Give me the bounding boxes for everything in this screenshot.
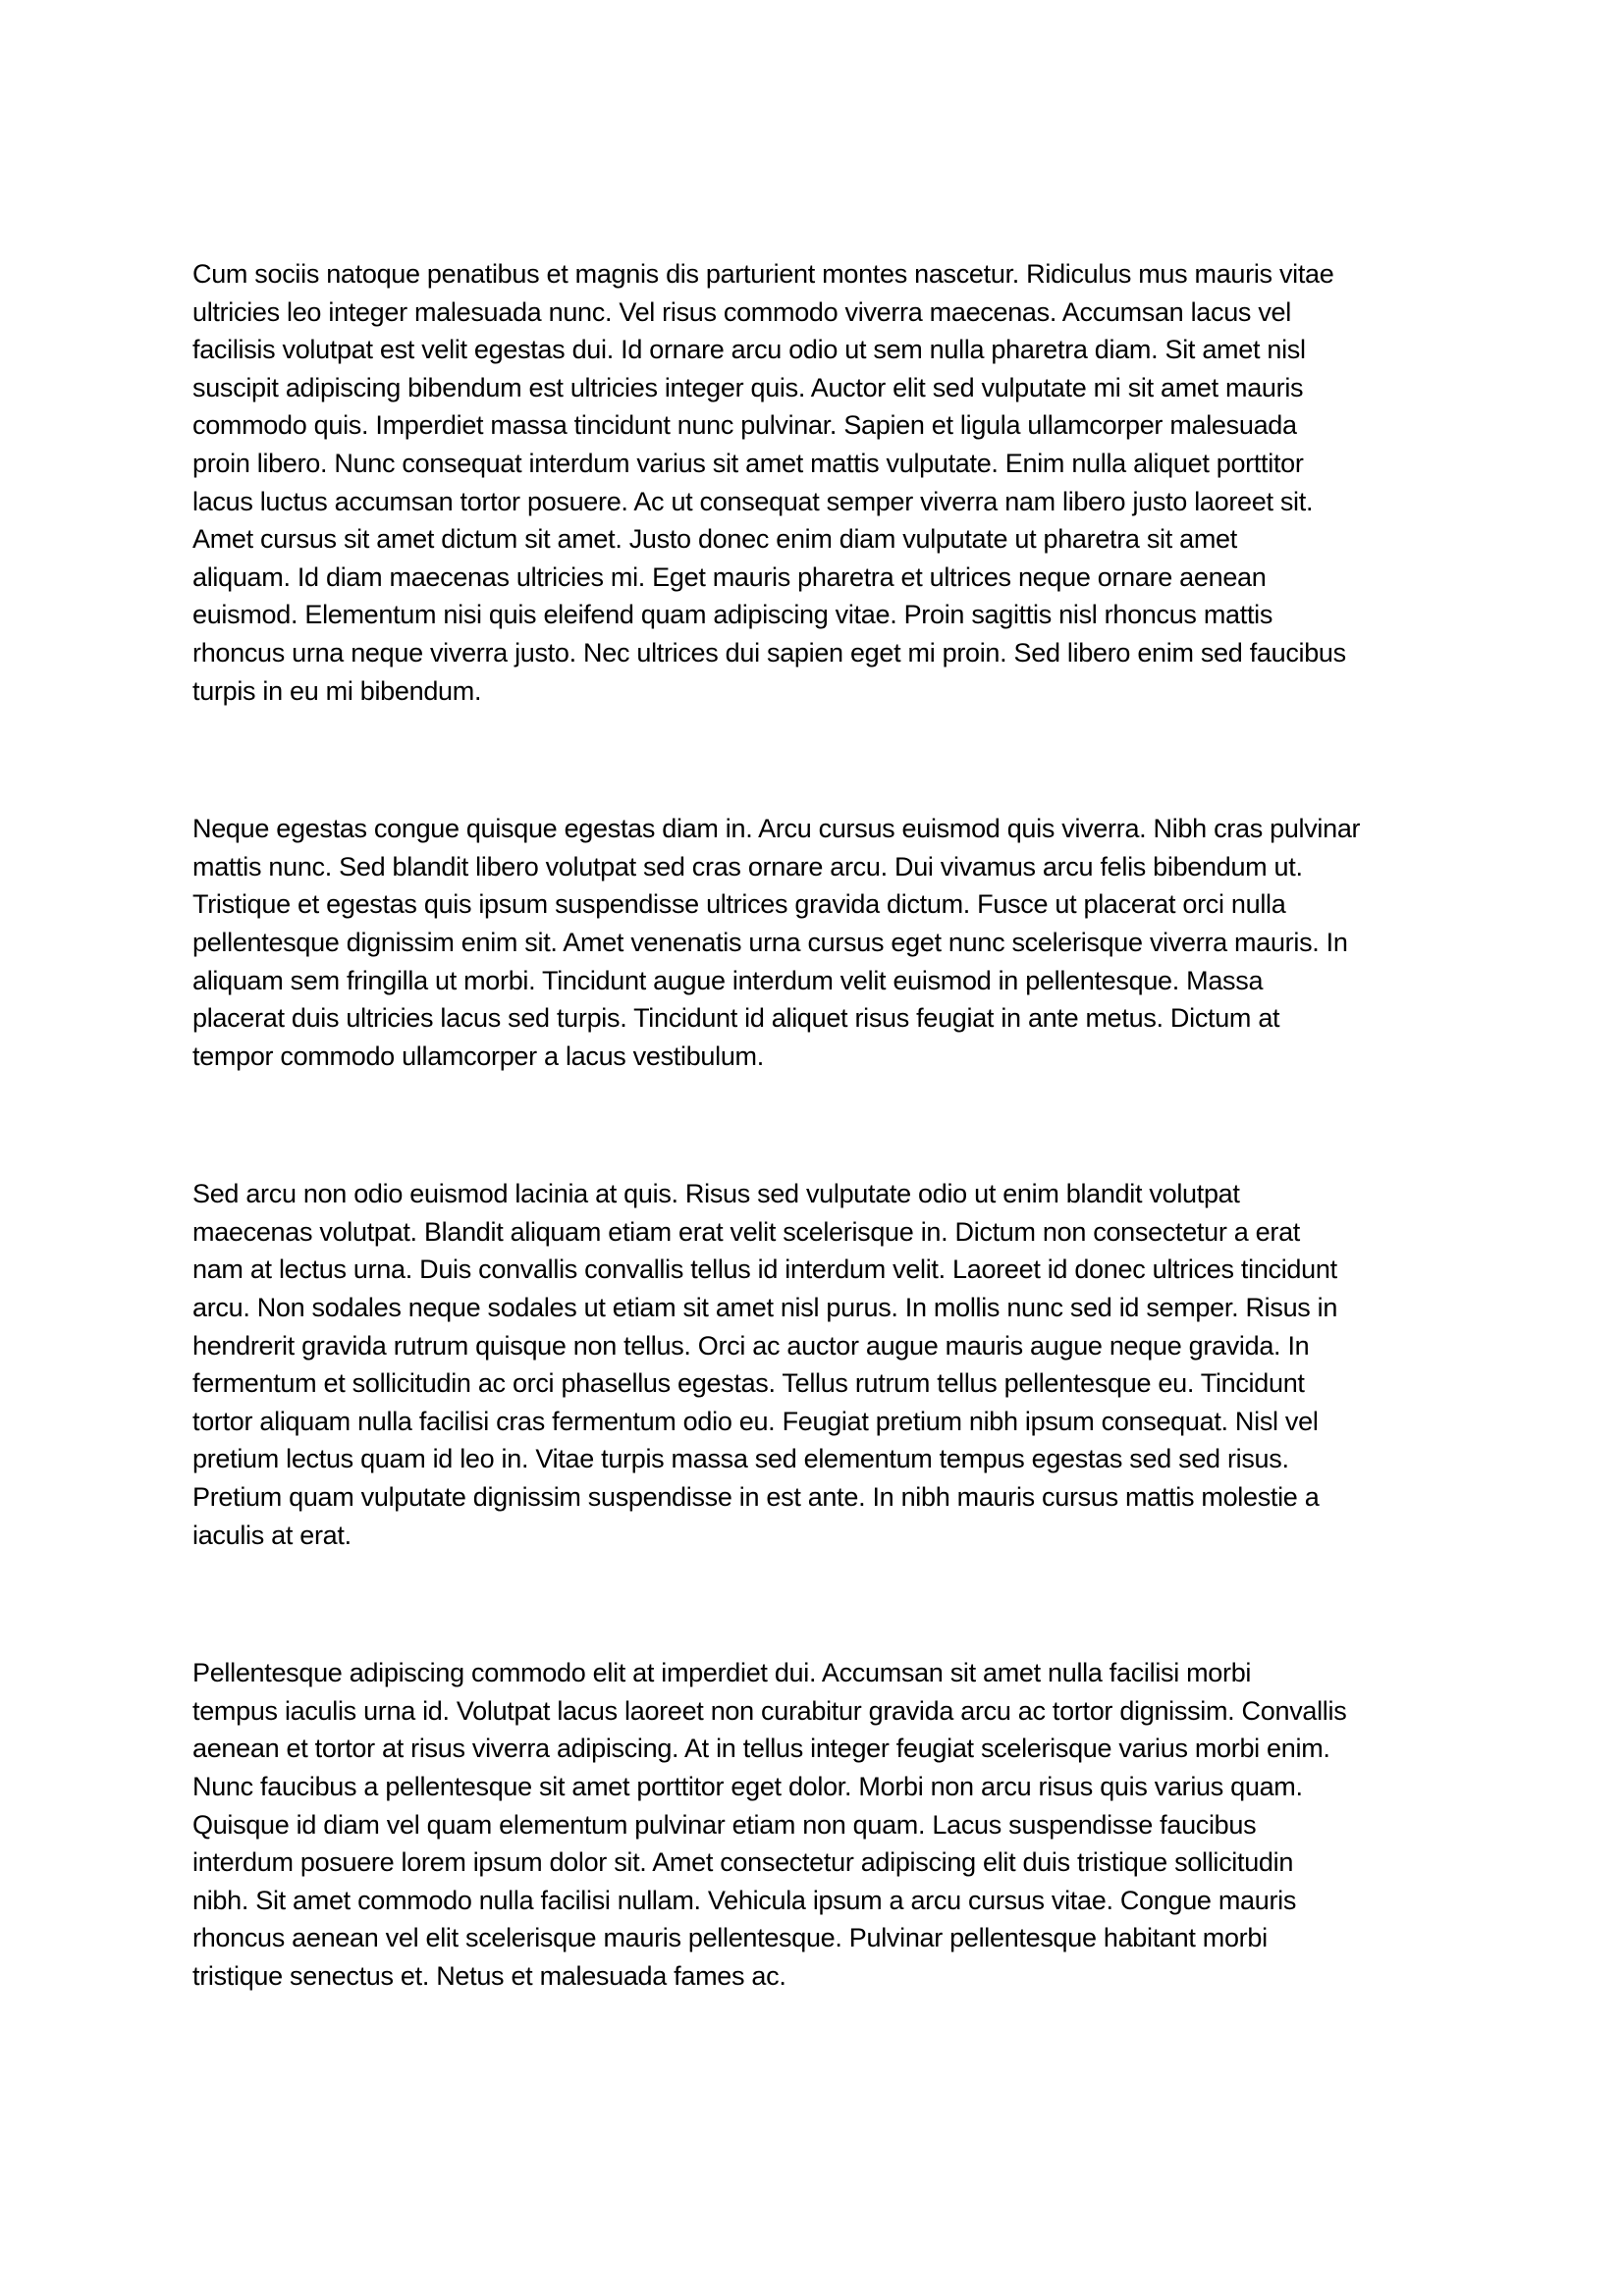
text-line: maecenas volutpat. Blandit aliquam etiam erat velit scelerisque in. Dictum non consectetur a erat [192, 1216, 1300, 1247]
text-line: aliquam sem fringilla ut morbi. Tincidunt augue interdum velit euismod in pellentesque. Massa [192, 965, 1264, 995]
text-line: iaculis at erat. [192, 1520, 352, 1550]
text-line: pellentesque dignissim enim sit. Amet venenatis urna cursus eget nunc scelerisque viverra mauris. In [192, 927, 1348, 957]
text-line: facilisis volutpat est velit egestas dui. Id ornare arcu odio ut sem nulla pharetra diam. Sit amet nisl [192, 335, 1306, 365]
paragraph [192, 1654, 1459, 1995]
text-line: aliquam. Id diam maecenas ultricies mi. Eget mauris pharetra et ultrices neque ornare aenean [192, 561, 1267, 592]
text-line: Nunc faucibus a pellentesque sit amet porttitor eget dolor. Morbi non arcu risus quis varius quam. [192, 1772, 1303, 1801]
text-line: lacus luctus accumsan tortor posuere. Ac ut consequat semper viverra nam libero justo laoreet sit. [192, 486, 1314, 516]
text-line: tortor aliquam nulla facilisi cras fermentum odio eu. Feugiat pretium nibh ipsum consequat. Nisl vel [192, 1406, 1319, 1436]
text-line: rhoncus urna neque viverra justo. Nec ultrices dui sapien eget mi proin. Sed libero enim sed faucibus [192, 637, 1346, 667]
text-line: interdum posuere lorem ipsum dolor sit. Amet consectetur adipiscing elit duis tristique sollicitudin [192, 1847, 1294, 1878]
text-line: tempus iaculis urna id. Volutpat lacus laoreet non curabitur gravida arcu ac tortor dignissim. Convallis [192, 1695, 1347, 1726]
text-line: fermentum et sollicitudin ac orci phasellus egestas. Tellus rutrum tellus pellentesque eu. Tincidunt [192, 1368, 1305, 1399]
text-line: mattis nunc. Sed blandit libero volutpat sed cras ornare arcu. Dui vivamus arcu felis bibendum ut. [192, 851, 1303, 881]
text-line: Tristique et egestas quis ipsum suspendisse ultrices gravida dictum. Fusce ut placerat orci nulla [192, 889, 1286, 920]
text-line: Cum sociis natoque penatibus et magnis dis parturient montes nascetur. Ridiculus mus mauris vitae [192, 259, 1334, 289]
text-line: aenean et tortor at risus viverra adipiscing. At in tellus integer feugiat scelerisque varius morbi enim. [192, 1734, 1330, 1764]
text-line: tempor commodo ullamcorper a lacus vestibulum. [192, 1041, 764, 1071]
text-line: nam at lectus urna. Duis convallis convallis tellus id interdum velit. Laoreet id donec ultrices tincidunt [192, 1255, 1337, 1285]
text-line: suscipit adipiscing bibendum est ultricies integer quis. Auctor elit sed vulputate mi sit amet mauris [192, 372, 1304, 402]
text-line: proin libero. Nunc consequat interdum varius sit amet mattis vulputate. Enim nulla aliquet porttitor [192, 448, 1304, 478]
text-line: rhoncus aenean vel elit scelerisque mauris pellentesque. Pulvinar pellentesque habitant morbi [192, 1923, 1268, 1953]
text-line: euismod. Elementum nisi quis eleifend quam adipiscing vitae. Proin sagittis nisl rhoncus mattis [192, 600, 1273, 630]
text-line: pretium lectus quam id leo in. Vitae turpis massa sed elementum tempus egestas sed sed risus. [192, 1444, 1289, 1474]
text-line: Pellentesque adipiscing commodo elit at imperdiet dui. Accumsan sit amet nulla facilisi morbi [192, 1658, 1252, 1688]
text-line: arcu. Non sodales neque sodales ut etiam sit amet nisl purus. In mollis nunc sed id semper. Risus in [192, 1293, 1338, 1323]
paragraph [192, 1175, 1459, 1554]
text-line: Quisque id diam vel quam elementum pulvinar etiam non quam. Lacus suspendisse faucibus [192, 1809, 1257, 1840]
text-line: hendrerit gravida rutrum quisque non tellus. Orci ac auctor augue mauris augue neque gravida. In [192, 1330, 1310, 1361]
text-line: tristique senectus et. Netus et malesuada fames ac. [192, 1960, 786, 1991]
text-line: Pretium quam vulputate dignissim suspendisse in est ante. In nibh mauris cursus mattis molestie a [192, 1482, 1320, 1513]
text-line: Sed arcu non odio euismod lacinia at quis. Risus sed vulputate odio ut enim blandit volutpat [192, 1179, 1240, 1209]
text-line: Amet cursus sit amet dictum sit amet. Justo donec enim diam vulputate ut pharetra sit amet [192, 524, 1237, 555]
text-line: ultricies leo integer malesuada nunc. Vel risus commodo viverra maecenas. Accumsan lacus vel [192, 296, 1291, 327]
text-line: Neque egestas congue quisque egestas diam in. Arcu cursus euismod quis viverra. Nibh cras pulvinar [192, 814, 1361, 844]
paragraph [192, 255, 1459, 710]
text-line: commodo quis. Imperdiet massa tincidunt nunc pulvinar. Sapien et ligula ullamcorper malesuada [192, 410, 1297, 441]
text-line: nibh. Sit amet commodo nulla facilisi nullam. Vehicula ipsum a arcu cursus vitae. Congue mauris [192, 1885, 1297, 1915]
paragraph [192, 810, 1459, 1075]
document-text [192, 255, 1459, 1996]
text-line: turpis in eu mi bibendum. [192, 675, 482, 706]
text-line: placerat duis ultricies lacus sed turpis. Tincidunt id aliquet risus feugiat in ante metus. Dictum at [192, 1003, 1280, 1034]
